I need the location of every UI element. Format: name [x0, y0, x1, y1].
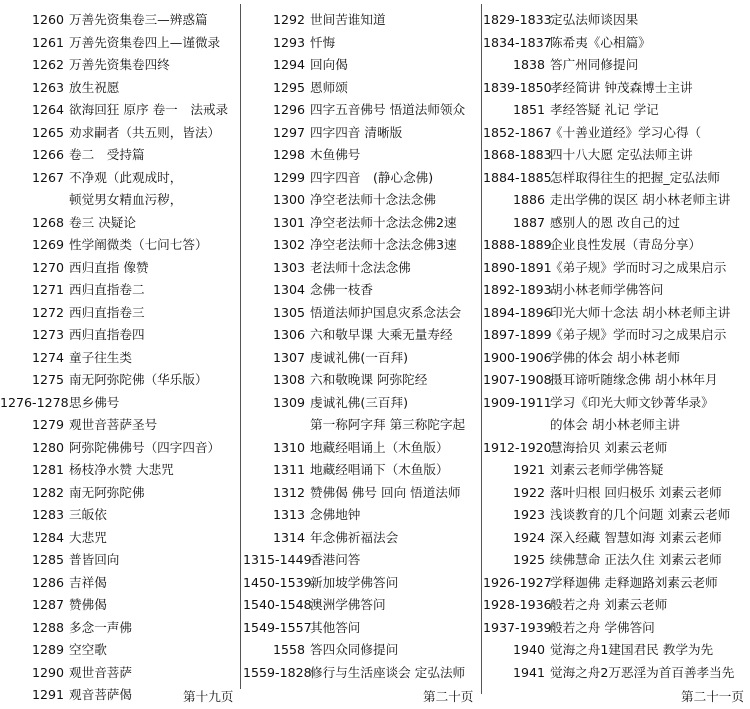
catalog-entry	[483, 639, 750, 662]
entry-title: 卷二 受持篇	[69, 147, 145, 162]
entry-title: 童子往生类	[69, 349, 132, 365]
catalog-entry	[0, 617, 240, 640]
page-number-footer: 第二十一页	[681, 689, 744, 704]
catalog-entry	[243, 437, 481, 460]
catalog-column-3	[483, 9, 750, 684]
entry-title: 般若之舟 学佛答问	[550, 619, 655, 635]
entry-title: 忏悔	[310, 34, 336, 50]
catalog-entry	[0, 572, 240, 595]
entry-title: 印光大师十念法 胡小林老师主讲	[550, 304, 731, 320]
entry-number: 1272	[31, 304, 64, 320]
entry-number: 1829-1833	[483, 12, 552, 27]
entry-number: 1284	[31, 529, 64, 545]
entry-title: 澳洲学佛答问	[310, 597, 386, 612]
entry-title: 恩师颂	[310, 79, 348, 95]
entry-title: 其他答问	[310, 619, 361, 635]
entry-title: 《弟子规》学而时习之成果启示	[550, 259, 727, 275]
entry-number: 1287	[31, 597, 64, 612]
catalog-entry	[243, 9, 481, 32]
entry-title: 觉海之舟1建国君民 教学为先	[550, 642, 714, 657]
catalog-entry	[483, 527, 750, 550]
entry-title: 年念佛祈福法会	[310, 529, 399, 545]
entry-number: 1887	[512, 214, 545, 230]
entry-title: 第一称阿字拜 第三称陀字起	[310, 417, 466, 432]
catalog-entry	[0, 257, 240, 280]
entry-title: 西归直指 像赞	[69, 259, 149, 275]
entry-title: 虔诚礼佛(三百拜)	[310, 394, 408, 410]
entry-title: 木鱼佛号	[310, 147, 361, 162]
catalog-entry	[0, 9, 240, 32]
entry-number: 1940	[512, 642, 545, 657]
catalog-entry	[0, 144, 240, 167]
catalog-entry	[243, 347, 481, 370]
catalog-entry	[0, 189, 240, 212]
entry-title: 净空老法师十念法念佛2速	[310, 214, 457, 230]
catalog-entry	[243, 639, 481, 662]
entry-title: 净空老法师十念法念佛	[310, 192, 436, 207]
entry-number: 1838	[512, 57, 545, 72]
entry-title: 万善先资集卷四上—谨微录	[69, 34, 221, 50]
catalog-entry	[243, 594, 481, 617]
entry-number: 1924	[512, 529, 545, 545]
entry-number: 1909-1911	[483, 394, 552, 410]
entry-number: 1281	[31, 462, 64, 477]
entry-number	[483, 414, 550, 437]
entry-number: 1921	[512, 462, 545, 477]
entry-title: 四字四音 清晰版	[310, 124, 403, 140]
entry-title: 感别人的恩 改自己的过	[550, 214, 680, 230]
entry-number: 1928-1936	[483, 597, 552, 612]
entry-number: 1266	[31, 147, 64, 162]
catalog-entry	[243, 527, 481, 550]
entry-title: 劝求嗣者（共五则，皆法）	[69, 124, 221, 140]
entry-title: 南无阿弥陀佛（华乐版）	[69, 372, 208, 387]
entry-number: 1297	[272, 124, 305, 140]
page-number-footer: 第二十页	[423, 689, 474, 704]
entry-title: 修行与生活座谈会 定弘法师	[310, 664, 466, 680]
catalog-entry	[243, 77, 481, 100]
entry-number: 1268	[31, 214, 64, 230]
entry-number: 1315-1449	[243, 552, 312, 567]
catalog-entry	[243, 414, 481, 437]
entry-number: 1274	[31, 349, 64, 365]
entry-title: 胡小林老师学佛答问	[550, 282, 664, 297]
entry-title: 续佛慧命 正法久住 刘素云老师	[550, 552, 722, 567]
catalog-entry	[483, 234, 750, 257]
entry-title: 万善先资集卷四终	[69, 57, 170, 72]
entry-number: 1263	[31, 79, 64, 95]
catalog-entry	[483, 549, 750, 572]
catalog-entry	[243, 54, 481, 77]
entry-number: 1900-1906	[483, 349, 552, 365]
catalog-entry	[483, 572, 750, 595]
entry-title: 放生祝愿	[69, 79, 120, 95]
entry-title: 般若之舟 刘素云老师	[550, 597, 668, 612]
catalog-entry	[0, 77, 240, 100]
entry-number: 1294	[272, 57, 305, 72]
entry-title: 南无阿弥陀佛	[69, 484, 145, 500]
entry-number: 1282	[31, 484, 64, 500]
entry-title: 企业良性发展（青岛分享）	[550, 237, 702, 252]
entry-number: 1279	[31, 417, 64, 432]
entry-number: 1298	[272, 147, 305, 162]
catalog-entry	[243, 662, 481, 685]
catalog-entry	[243, 504, 481, 527]
entry-number: 1295	[272, 79, 305, 95]
entry-title: 赞佛偈 佛号 回向 悟道法师	[310, 484, 461, 500]
entry-title: 陈希夷《心相篇》	[550, 34, 651, 50]
catalog-entry	[0, 504, 240, 527]
entry-title: 《十善业道经》学习心得（	[550, 124, 702, 140]
entry-number: 1907-1908	[483, 372, 552, 387]
entry-number: 1868-1883	[483, 147, 552, 162]
entry-number: 1884-1885	[483, 169, 552, 185]
entry-title: 摄耳谛听随缘念佛 胡小林年月	[550, 372, 718, 387]
entry-number: 1834-1837	[483, 34, 552, 50]
entry-number: 1291	[31, 687, 64, 702]
entry-title: 万善先资集卷三—辨惑篇	[69, 12, 208, 27]
entry-title: 世间苦谁知道	[310, 12, 386, 27]
entry-title: 观世音菩萨	[69, 664, 132, 680]
catalog-entry	[0, 212, 240, 235]
entry-number: 1309	[272, 394, 305, 410]
catalog-entry	[483, 662, 750, 685]
entry-title: 吉祥偈	[69, 574, 107, 590]
entry-number: 1892-1893	[483, 282, 552, 297]
catalog-entry	[0, 167, 240, 190]
entry-title: 《弟子规》学而时习之成果启示	[550, 327, 727, 342]
entry-number: 1270	[31, 259, 64, 275]
entry-number: 1925	[512, 552, 545, 567]
catalog-entry	[0, 99, 240, 122]
entry-title: 多念一声佛	[69, 619, 132, 635]
entry-number: 1549-1557	[243, 619, 312, 635]
catalog-entry	[483, 99, 750, 122]
entry-title: 欲海回狂 原序 卷一 法戒录	[69, 102, 229, 117]
entry-number: 1304	[272, 282, 305, 297]
entry-number: 1285	[31, 552, 64, 567]
entry-title: 回向偈	[310, 57, 348, 72]
entry-title: 学习《印光大师文钞菁华录》	[550, 394, 714, 410]
catalog-entry	[483, 437, 750, 460]
entry-title: 定弘法师谈因果	[550, 12, 639, 27]
entry-number: 1269	[31, 237, 64, 252]
catalog-entry	[0, 414, 240, 437]
entry-number: 1922	[512, 484, 545, 500]
catalog-entry	[483, 369, 750, 392]
entry-number: 1558	[272, 642, 305, 657]
entry-title: 慧海拾贝 刘素云老师	[550, 439, 668, 455]
entry-number: 1303	[272, 259, 305, 275]
entry-title: 性学阐微类（七问七答）	[69, 237, 208, 252]
entry-number: 1888-1889	[483, 237, 552, 252]
entry-number: 1276-1278	[0, 394, 69, 410]
catalog-entry	[0, 302, 240, 325]
entry-number: 1540-1548	[243, 597, 312, 612]
catalog-entry	[483, 504, 750, 527]
entry-title: 答广州同修提问	[550, 57, 639, 72]
catalog-entry	[0, 122, 240, 145]
entry-title: 四字五音佛号 悟道法师领众	[310, 102, 466, 117]
entry-title: 新加坡学佛答问	[310, 574, 399, 590]
catalog-entry	[483, 482, 750, 505]
catalog-entry	[243, 99, 481, 122]
catalog-entry	[0, 594, 240, 617]
catalog-entry	[0, 54, 240, 77]
catalog-entry	[483, 167, 750, 190]
entry-number: 1839-1850	[483, 79, 552, 95]
entry-title: 觉海之舟2万恶淫为首百善孝当先	[550, 664, 735, 680]
entry-number	[0, 189, 69, 212]
entry-number: 1292	[272, 12, 305, 27]
catalog-entry	[243, 32, 481, 55]
entry-title: 西归直指卷三	[69, 304, 145, 320]
catalog-entry	[0, 527, 240, 550]
entry-number: 1265	[31, 124, 64, 140]
entry-number: 1314	[272, 529, 305, 545]
entry-title: 阿弥陀佛佛号（四字四音）	[69, 439, 221, 455]
entry-number: 1286	[31, 574, 64, 590]
entry-title: 西归直指卷二	[69, 282, 145, 297]
catalog-entry	[483, 122, 750, 145]
entry-number: 1306	[272, 327, 305, 342]
entry-title: 悟道法师护国息灾系念法会	[310, 304, 462, 320]
entry-title: 观音菩萨偈	[69, 687, 132, 702]
column-divider	[481, 4, 482, 694]
catalog-entry	[243, 617, 481, 640]
catalog-entry	[243, 572, 481, 595]
entry-number: 1307	[272, 349, 305, 365]
catalog-entry	[0, 392, 240, 415]
catalog-entry	[483, 324, 750, 347]
entry-title: 念佛地钟	[310, 507, 361, 522]
catalog-entry	[243, 189, 481, 212]
entry-number: 1289	[31, 642, 64, 657]
entry-number: 1897-1899	[483, 327, 552, 342]
entry-title: 六和敬晚课 阿弥陀经	[310, 372, 428, 387]
entry-number: 1280	[31, 439, 64, 455]
entry-title: 老法师十念法念佛	[310, 259, 411, 275]
entry-number: 1923	[512, 507, 545, 522]
catalog-entry	[243, 549, 481, 572]
entry-title: 落叶归根 回归极乐 刘素云老师	[550, 484, 722, 500]
entry-number: 1890-1891	[483, 259, 552, 275]
entry-title: 空空歌	[69, 642, 107, 657]
catalog-column-2	[243, 9, 481, 684]
entry-title: 走出学佛的误区 胡小林老师主讲	[550, 192, 731, 207]
entry-number: 1261	[31, 34, 64, 50]
catalog-entry	[0, 662, 240, 685]
entry-title: 卷三 决疑论	[69, 214, 136, 230]
catalog-entry	[0, 482, 240, 505]
entry-number: 1283	[31, 507, 64, 522]
entry-title: 大悲咒	[69, 529, 107, 545]
entry-number: 1299	[272, 169, 305, 185]
entry-number: 1941	[512, 664, 545, 680]
catalog-column-1	[0, 9, 240, 707]
entry-title: 普皆回向	[69, 552, 120, 567]
entry-number: 1300	[272, 192, 305, 207]
entry-number: 1894-1896	[483, 304, 552, 320]
entry-title: 杨枝净水赞 大悲咒	[69, 462, 174, 477]
entry-title: 学佛的体会 胡小林老师	[550, 349, 680, 365]
entry-number: 1313	[272, 507, 305, 522]
entry-title: 香港问答	[310, 552, 361, 567]
entry-number: 1288	[31, 619, 64, 635]
catalog-entry	[243, 122, 481, 145]
catalog-entry	[0, 279, 240, 302]
entry-title: 怎样取得往生的把握_定弘法师	[550, 169, 721, 185]
catalog-entry	[0, 32, 240, 55]
entry-number: 1267	[31, 169, 64, 185]
entry-title: 西归直指卷四	[69, 327, 145, 342]
catalog-entry	[483, 594, 750, 617]
entry-title: 刘素云老师学佛答疑	[550, 462, 664, 477]
catalog-entry	[243, 324, 481, 347]
catalog-entry	[243, 392, 481, 415]
entry-number: 1886	[512, 192, 545, 207]
entry-number: 1851	[512, 102, 545, 117]
catalog-entry	[483, 54, 750, 77]
entry-title: 思乡佛号	[69, 394, 120, 410]
catalog-entry	[483, 414, 750, 437]
entry-number: 1308	[272, 372, 305, 387]
entry-title: 虔诚礼佛(一百拜)	[310, 349, 408, 365]
entry-number: 1311	[272, 462, 305, 477]
entry-title: 孝经答疑 礼记 学记	[550, 102, 659, 117]
entry-number: 1312	[272, 484, 305, 500]
catalog-entry	[483, 347, 750, 370]
catalog-entry	[243, 144, 481, 167]
catalog-entry	[243, 167, 481, 190]
catalog-entry	[243, 459, 481, 482]
column-divider	[240, 4, 241, 689]
entry-number: 1301	[272, 214, 305, 230]
entry-title: 地藏经唱诵上（木鱼版）	[310, 439, 449, 455]
catalog-entry	[483, 77, 750, 100]
page-number-footer: 第十九页	[183, 689, 234, 704]
catalog-entry	[0, 639, 240, 662]
entry-title: 学释迦佛 走释迦路刘素云老师	[550, 574, 718, 590]
entry-title: 念佛一枝香	[310, 282, 373, 297]
catalog-entry	[243, 369, 481, 392]
entry-number: 1273	[31, 327, 64, 342]
catalog-entry	[243, 257, 481, 280]
catalog-entry	[483, 392, 750, 415]
entry-number: 1305	[272, 304, 305, 320]
catalog-entry	[243, 212, 481, 235]
entry-title: 净空老法师十念法念佛3速	[310, 237, 457, 252]
catalog-entry	[483, 302, 750, 325]
catalog-entry	[243, 279, 481, 302]
entry-number: 1290	[31, 664, 64, 680]
entry-title: 赞佛偈	[69, 597, 107, 612]
catalog-entry	[483, 9, 750, 32]
catalog-entry	[243, 234, 481, 257]
entry-number: 1310	[272, 439, 305, 455]
entry-title: 四字四音 (静心念佛)	[310, 169, 434, 185]
catalog-entry	[0, 347, 240, 370]
entry-number	[243, 414, 310, 437]
catalog-entry	[483, 212, 750, 235]
catalog-entry	[243, 482, 481, 505]
entry-title: 观世音菩萨圣号	[69, 417, 158, 432]
entry-title: 的体会 胡小林老师主讲	[550, 417, 680, 432]
entry-number: 1293	[272, 34, 305, 50]
entry-title: 顿觉男女精血污秽，	[69, 192, 183, 207]
entry-number: 1912-1920	[483, 439, 552, 455]
entry-number: 1296	[272, 102, 305, 117]
entry-title: 四十八大愿 定弘法师主讲	[550, 147, 693, 162]
entry-title: 六和敬早课 大乘无量寿经	[310, 327, 453, 342]
entry-number: 1926-1927	[483, 574, 552, 590]
catalog-entry	[0, 234, 240, 257]
entry-title: 地藏经唱诵下（木鱼版）	[310, 462, 449, 477]
entry-title: 答四众同修提问	[310, 642, 399, 657]
entry-number: 1275	[31, 372, 64, 387]
entry-title: 孝经简讲 钟茂森博士主讲	[550, 79, 693, 95]
entry-number: 1450-1539	[243, 574, 312, 590]
catalog-entry	[0, 369, 240, 392]
entry-title: 深入经藏 智慧如海 刘素云老师	[550, 529, 722, 545]
entry-number: 1937-1939	[483, 619, 552, 635]
entry-number: 1262	[31, 57, 64, 72]
entry-title: 三皈依	[69, 507, 107, 522]
catalog-entry	[483, 617, 750, 640]
entry-number: 1264	[31, 102, 64, 117]
catalog-entry	[483, 257, 750, 280]
catalog-entry	[0, 549, 240, 572]
catalog-entry	[243, 302, 481, 325]
catalog-entry	[483, 279, 750, 302]
entry-number: 1302	[272, 237, 305, 252]
catalog-entry	[483, 459, 750, 482]
catalog-entry	[0, 459, 240, 482]
catalog-entry	[483, 32, 750, 55]
entry-number: 1271	[31, 282, 64, 297]
entry-title: 不净观（此观成时，	[69, 169, 183, 185]
catalog-entry	[0, 437, 240, 460]
catalog-entry	[0, 324, 240, 347]
catalog-entry	[483, 144, 750, 167]
entry-number: 1559-1828	[243, 664, 312, 680]
entry-title: 浅谈教育的几个问题 刘素云老师	[550, 507, 731, 522]
entry-number: 1260	[31, 12, 64, 27]
entry-number: 1852-1867	[483, 124, 552, 140]
catalog-entry	[483, 189, 750, 212]
